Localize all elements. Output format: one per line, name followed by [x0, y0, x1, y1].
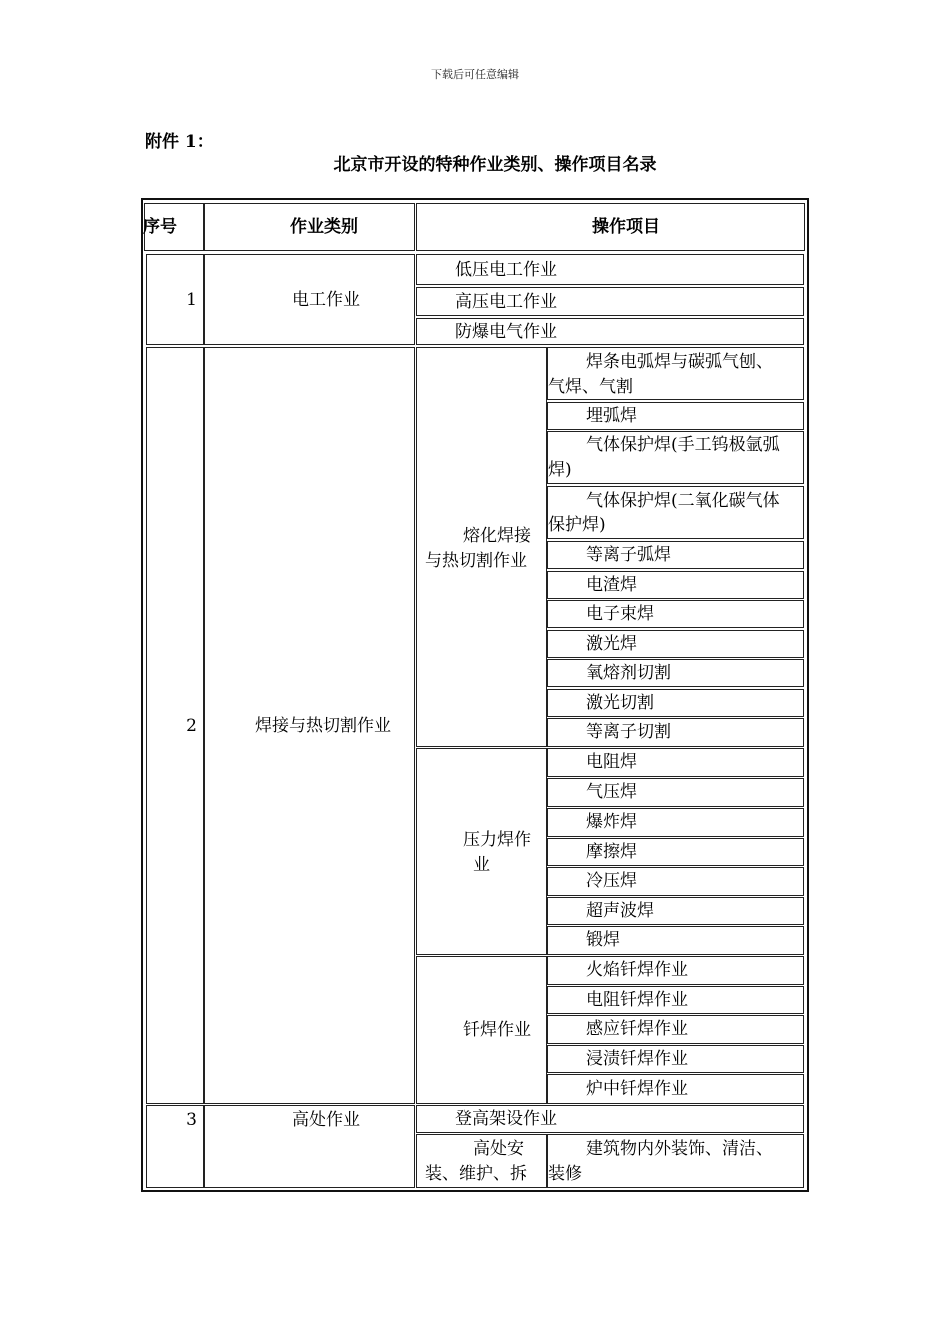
- table-row: [416, 318, 804, 345]
- table-row: [547, 571, 804, 599]
- operation-item: 炉中钎焊作业: [586, 1079, 688, 1099]
- operation-item: 超声波焊: [586, 901, 654, 921]
- operation-item: 锻焊: [586, 930, 620, 950]
- table-row: [416, 287, 804, 316]
- table-row: [547, 541, 804, 569]
- table-row: [547, 748, 804, 777]
- operation-item: 摩擦焊: [586, 842, 637, 862]
- subgroup-fusion-line1: 熔化焊接: [463, 526, 531, 546]
- group2-no: 2: [186, 716, 197, 736]
- table-row: [547, 630, 804, 658]
- operation-item: 氧熔剂切割: [586, 663, 671, 683]
- group3-category-cell: [204, 1105, 415, 1188]
- group3-no: 3: [186, 1110, 197, 1130]
- table-row: [547, 486, 804, 539]
- operation-item: 等离子切割: [586, 722, 671, 742]
- table-row: [547, 347, 804, 400]
- header-cell-items: [416, 203, 805, 251]
- table-row: [547, 1134, 804, 1188]
- table-row: [547, 926, 804, 955]
- subgroup-fusion-cell: [416, 347, 547, 747]
- table-row: [547, 808, 804, 837]
- table-row: [547, 1015, 804, 1044]
- operation-item: 电渣焊: [586, 575, 637, 595]
- operation-item: 浸渍钎焊作业: [586, 1049, 688, 1069]
- subgroup-pressure-line1: 压力焊作: [463, 830, 531, 850]
- operation-item: 登高架设作业: [455, 1109, 557, 1129]
- operation-item: 低压电工作业: [455, 260, 557, 280]
- operation-item: 激光焊: [586, 634, 637, 654]
- operation-item-line1: 气体保护焊(手工钨极氩弧: [586, 435, 780, 455]
- table-row: [547, 956, 804, 985]
- operation-item-line1: 建筑物内外装饰、清洁、: [586, 1139, 773, 1159]
- group1-category: 电工作业: [292, 290, 360, 310]
- table-row: [547, 897, 804, 925]
- operation-item: 电阻焊: [586, 752, 637, 772]
- header-items: 操作项目: [592, 217, 660, 237]
- group1-category-cell: [204, 254, 415, 345]
- operation-item-line2: 焊): [548, 460, 572, 480]
- table-row: [547, 431, 804, 484]
- operation-item-line2: 保护焊): [548, 515, 606, 535]
- operation-item: 火焰钎焊作业: [586, 960, 688, 980]
- operation-item: 防爆电气作业: [455, 322, 557, 342]
- operation-item: 电阻钎焊作业: [586, 990, 688, 1010]
- operation-item: 气压焊: [586, 782, 637, 802]
- subgroup-brazing-cell: [416, 956, 547, 1104]
- operation-item-line2: 装修: [548, 1164, 582, 1184]
- table-row: [547, 1045, 804, 1073]
- group2-category-cell: [204, 347, 415, 1104]
- table-row: [416, 254, 804, 285]
- header-no: 序号: [143, 217, 177, 237]
- operation-item: 电子束焊: [586, 604, 654, 624]
- group1-no-cell: [146, 254, 204, 345]
- group2-no-cell: [146, 347, 204, 1104]
- operation-item: 爆炸焊: [586, 812, 637, 832]
- document-title: 北京市开设的特种作业类别、操作项目名录: [333, 155, 657, 175]
- table-row: [547, 659, 804, 687]
- header-note: 下载后可任意编辑: [431, 68, 519, 81]
- operation-item: 高压电工作业: [455, 292, 557, 312]
- group3-subgroup-line1: 高处安: [473, 1139, 524, 1159]
- table-row: [547, 867, 804, 896]
- subgroup-brazing-name: 钎焊作业: [463, 1020, 531, 1040]
- table-row: [416, 1105, 804, 1133]
- operation-item: 等离子弧焊: [586, 545, 671, 565]
- group3-category: 高处作业: [292, 1110, 360, 1130]
- header-cell-category: [204, 203, 415, 251]
- table-row: [547, 402, 804, 430]
- table-row: [547, 718, 804, 747]
- operation-item: 感应钎焊作业: [586, 1019, 688, 1039]
- operation-item-line2: 气焊、气割: [548, 377, 633, 397]
- table-row: [547, 689, 804, 717]
- group1-no: 1: [186, 290, 197, 310]
- group2-category: 焊接与热切割作业: [255, 716, 391, 736]
- header-category: 作业类别: [290, 217, 358, 237]
- table-row: [547, 778, 804, 807]
- subgroup-fusion-line2: 与热切割作业: [425, 551, 527, 571]
- group3-subgroup-cell: [416, 1134, 547, 1188]
- group3-no-cell: [146, 1105, 204, 1188]
- group3-subgroup-line2: 装、维护、拆: [425, 1164, 527, 1184]
- operation-item-line1: 气体保护焊(二氧化碳气体: [586, 491, 780, 511]
- table-row: [547, 1074, 804, 1104]
- attachment-label: 附件 1：: [145, 132, 214, 152]
- header-cell-no: [144, 203, 204, 251]
- table-row: [547, 838, 804, 866]
- operation-item: 激光切割: [586, 693, 654, 713]
- operation-item: 冷压焊: [586, 871, 637, 891]
- operation-item-line1: 焊条电弧焊与碳弧气刨、: [586, 352, 773, 372]
- table-row: [547, 986, 804, 1014]
- subgroup-pressure-cell: [416, 748, 547, 955]
- operation-item: 埋弧焊: [586, 406, 637, 426]
- table-row: [547, 600, 804, 628]
- subgroup-pressure-line2: 业: [473, 855, 490, 875]
